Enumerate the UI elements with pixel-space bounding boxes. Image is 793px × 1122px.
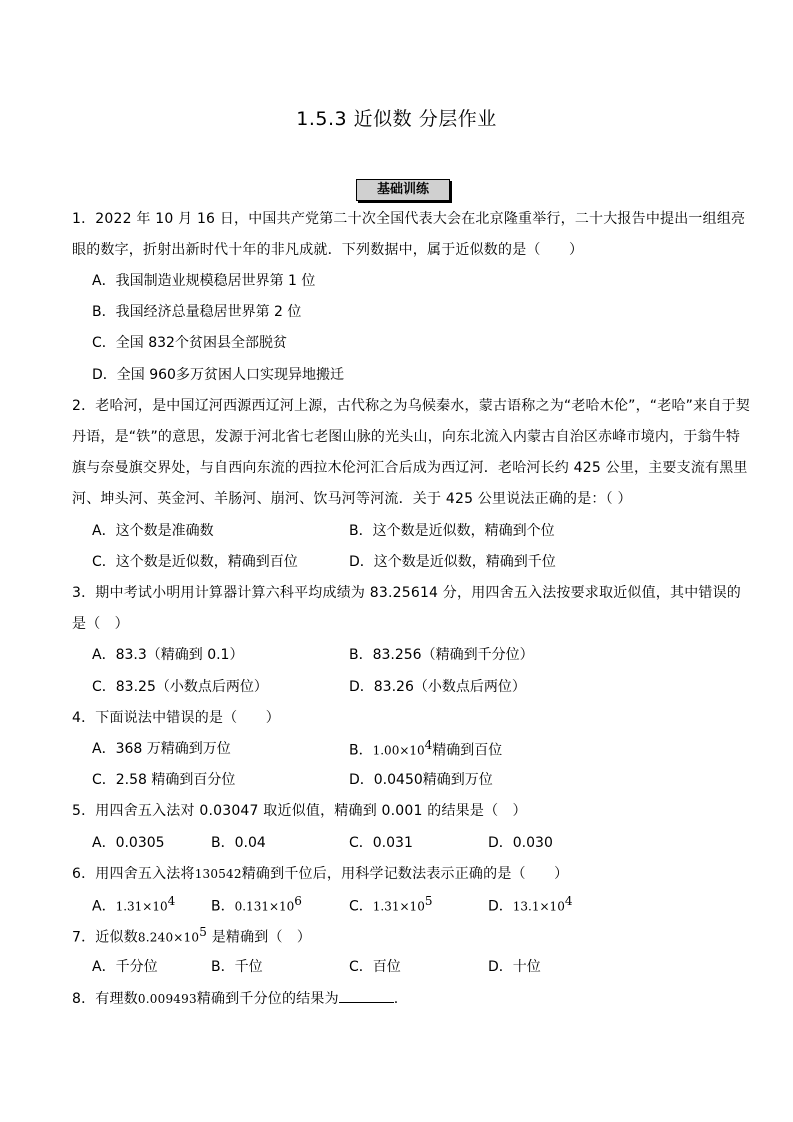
question-2-option-c: C．这个数是近似数，精确到百位 (92, 554, 298, 570)
option-label: B． (349, 742, 373, 759)
sci-notation-base: 1.31×10 (115, 899, 168, 914)
question-4-option-d: D．0.0450精确到万位 (349, 772, 493, 788)
option-label: B． (211, 898, 235, 915)
question-3-option-b: B．83.256（精确到千分位） (349, 647, 534, 663)
question-text: 精确到千位后，用科学记数法表示正确的是（ ） (241, 866, 569, 882)
question-3-line-1: 3．期中考试小明用计算器计算六科平均成绩为 83.25614 分，用四舍五入法按要求取近似值，其中错误的 (72, 585, 742, 601)
question-2-option-d: D．这个数是近似数，精确到千位 (349, 554, 556, 570)
question-5-option-b: B．0.04 (211, 835, 266, 851)
question-7-option-d: D．十位 (488, 959, 541, 975)
question-text: 6．用四舍五入法将 (72, 866, 195, 882)
question-1-option-a: A．我国制造业规模稳居世界第 1 位 (92, 273, 316, 289)
sci-notation-exponent: 4 (167, 894, 176, 908)
question-6-option-c (349, 894, 432, 916)
question-6-option-d (488, 894, 572, 916)
question-4-option-b (349, 738, 502, 760)
question-7-option-c: C．百位 (349, 959, 401, 975)
question-2-line-4: 河、坤头河、英金河、羊肠河、崩河、饮马河等河流．关于 425 公里说法正确的是：（ ） (72, 491, 632, 507)
question-5-option-c: C．0.031 (349, 835, 413, 851)
question-5-option-d: D．0.030 (488, 835, 553, 851)
question-2-line-2: 丹语，是“铁”的意思，发源于河北省七老图山脉的光头山，向东北流入内蒙古自治区赤峰市境内，于翁牛特 (72, 429, 741, 445)
question-7-line-1 (72, 925, 311, 947)
question-3-line-2: 是（ ） (72, 616, 129, 632)
sci-notation-base: 1.31×10 (372, 899, 425, 914)
question-text: 8．有理数 (72, 991, 138, 1007)
question-1-line-1: 1．2022 年 10 月 16 日，中国共产党第二十次全国代表大会在北京隆重举行，二十大报告中提出一组组亮 (72, 211, 746, 227)
question-6-option-a (92, 894, 175, 916)
question-8-line-1 (72, 988, 398, 1008)
question-text: 是精确到（ ） (207, 929, 312, 946)
sci-notation-exponent: 4 (564, 894, 573, 908)
page-title: 1.5.3 近似数 分层作业 (296, 108, 497, 130)
question-1-option-b: B．我国经济总量稳居世界第 2 位 (92, 304, 302, 320)
question-text: 精确到千分位的结果为 (196, 991, 339, 1007)
option-label: A． (92, 898, 116, 915)
option-text: 精确到百位 (432, 742, 503, 759)
sci-notation-exponent: 4 (424, 738, 433, 752)
number: 130542 (194, 867, 242, 881)
question-6-line-1 (72, 863, 568, 883)
question-1-option-c: C．全国 832个贫困县全部脱贫 (92, 335, 287, 351)
sci-notation-exponent: 5 (199, 925, 208, 939)
number: 0.009493 (137, 992, 197, 1006)
question-3-option-d: D．83.26（小数点后两位） (349, 679, 526, 695)
question-2-option-b: B．这个数是近似数，精确到个位 (349, 523, 555, 539)
question-7-option-a: A．千分位 (92, 959, 158, 975)
question-5-option-a: A．0.0305 (92, 835, 165, 851)
question-2-option-a: A．这个数是准确数 (92, 523, 214, 539)
question-4-line-1: 4．下面说法中错误的是（ ） (72, 710, 280, 726)
question-2-line-3: 旗与奈曼旗交界处，与自西向东流的西拉木伦河汇合后成为西辽河．老哈河长约 425 公里，主要支流有黑里 (72, 460, 748, 476)
question-3-option-c: C．83.25（小数点后两位） (92, 679, 268, 695)
question-4-option-c: C．2.58 精确到百分位 (92, 772, 236, 788)
question-4-option-a: A．368 万精确到万位 (92, 741, 231, 757)
question-5-line-1: 5．用四舍五入法对 0.03047 取近似值，精确到 0.001 的结果是（ ） (72, 803, 527, 819)
sci-notation-exponent: 6 (294, 894, 302, 908)
option-label: D． (488, 898, 513, 915)
sci-notation-base: 13.1×10 (512, 899, 565, 914)
answer-blank[interactable] (339, 990, 394, 1003)
question-3-option-a: A．83.3（精确到 0.1） (92, 647, 244, 663)
sentence-end: . (393, 991, 399, 1007)
sci-notation-base: 1.00×10 (372, 743, 425, 758)
question-6-option-b (211, 894, 302, 916)
question-1-line-2: 眼的数字，折射出新时代十年的非凡成就．下列数据中，属于近似数的是（ ） (72, 242, 584, 258)
option-label: C． (349, 898, 373, 915)
sci-notation-base: 8.240×10 (137, 930, 200, 945)
sci-notation-exponent: 5 (424, 894, 433, 908)
question-text: 7．近似数 (72, 929, 138, 946)
question-2-line-1: 2．老哈河，是中国辽河西源西辽河上源，古代称之为乌候秦水，蒙古语称之为“老哈木伦”，“老哈”来自于契 (72, 398, 750, 414)
sci-notation-base: 0.131×10 (234, 899, 295, 914)
question-1-option-d: D．全国 960多万贫困人口实现异地搬迁 (92, 367, 344, 383)
question-7-option-b: B．千位 (211, 959, 263, 975)
section-label: 基础训练 (356, 179, 450, 201)
